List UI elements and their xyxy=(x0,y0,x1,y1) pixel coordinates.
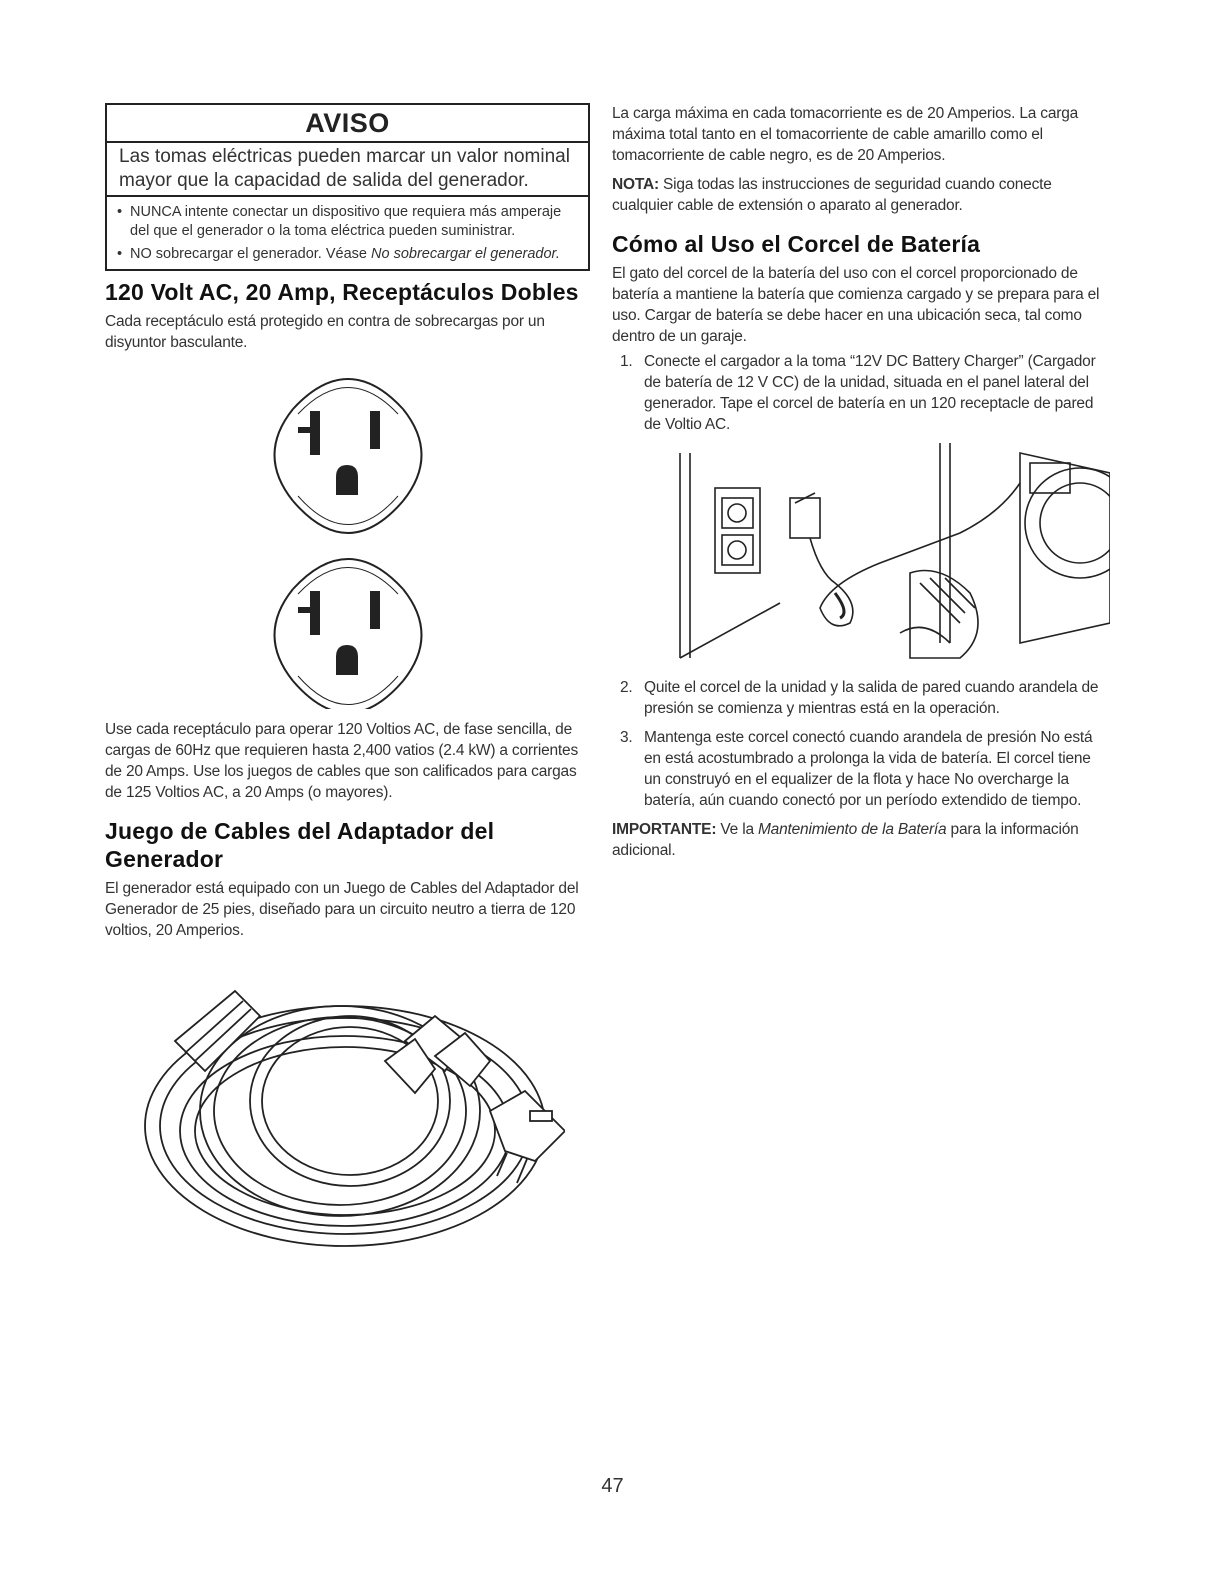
section-heading-receptacles: 120 Volt AC, 20 Amp, Receptáculos Dobles xyxy=(105,279,579,305)
step-item: 1. Conecte el cargador a la toma “12V DC Battery Charger” (Cargador de batería de 12 V CC) de la unidad, situada en el panel lateral del generador. Tape el corcel de batería en un 120 receptacle de pared de Voltio AC. xyxy=(620,353,1096,433)
bullet-icon: • xyxy=(117,204,123,220)
left-column xyxy=(105,103,590,1261)
battery-steps xyxy=(612,351,1107,435)
warning-bullet: • NO sobrecargar el generador. Véase No sobrecargar el generador. xyxy=(117,246,560,262)
section-heading-cord-set: Juego de Cables del Adaptador del Generador xyxy=(105,818,495,872)
right-column xyxy=(612,103,1107,861)
receptacles-intro: Cada receptáculo está protegido en contra de sobrecargas por un disyuntor basculante. xyxy=(105,313,545,351)
bullet-icon: • xyxy=(117,246,123,262)
warning-title: AVISO xyxy=(107,105,588,143)
important-paragraph: IMPORTANTE: Ve la Mantenimiento de la Batería para la información adicional. xyxy=(612,821,1079,859)
page-number: 47 xyxy=(601,1475,624,1497)
duplex-receptacle-illustration xyxy=(248,369,448,709)
cord-set-body: El generador está equipado con un Juego de Cables del Adaptador del Generador de 25 pies, diseñado para un circuito neutro a tierra de 120 voltios, 20 Amperios. xyxy=(105,880,579,939)
warning-box xyxy=(105,103,590,271)
warning-list xyxy=(107,197,588,269)
receptacles-usage: Use cada receptáculo para operar 120 Voltios AC, de fase sencilla, de cargas de 60Hz que requieren hasta 2,400 vatios (2.4 kW) a corrientes de 20 Amps. Use los juegos de cables que son calificados para cargas de 125 Voltios AC, a 20 Amps (o mayores). xyxy=(105,721,578,801)
warning-bullet: • NUNCA intente conectar un dispositivo que requiera más amperaje del que el generador o la toma eléctrica pueden suministrar. xyxy=(117,204,562,239)
important-label: IMPORTANTE: xyxy=(612,821,717,838)
battery-charger-illustration xyxy=(660,443,1110,673)
note-label: NOTA: xyxy=(612,176,659,193)
note-paragraph: NOTA: Siga todas las instrucciones de seguridad cuando conecte cualquier cable de extensión o aparato al generador. xyxy=(612,176,1052,214)
step-item: 2. Quite el corcel de la unidad y la salida de pared cuando arandela de presión se comienza y mientras está en la operación. xyxy=(620,679,1099,717)
battery-steps-continued xyxy=(612,677,1107,811)
adapter-cord-set-illustration xyxy=(135,961,565,1261)
battery-intro: El gato del corcel de la batería del uso con el corcel proporcionado de batería a mantiene la batería que comienza cargado y se prepara para el uso. Cargar de batería se debe hacer en una ubicación seca, tal como dentro de un garaje. xyxy=(612,265,1100,345)
section-heading-battery: Cómo al Uso el Corcel de Batería xyxy=(612,231,981,257)
warning-headline: Las tomas eléctricas pueden marcar un valor nominal mayor que la capacidad de salida del generador. xyxy=(107,143,588,197)
cross-reference: Mantenimiento de la Batería xyxy=(757,821,947,838)
max-load-text: La carga máxima en cada tomacorriente es de 20 Amperios. La carga máxima total tanto en el tomacorriente de cable amarillo como el tomacorriente de cable negro, es de 20 Amperios. xyxy=(612,105,1079,164)
step-item: 3. Mantenga este corcel conectó cuando arandela de presión No está en está acostumbrado a prolonga la vida de batería. El corcel tiene un construyó en el equalizer de la flota y hace No overcharge la batería, aún cuando conectó por un período extendido de tiempo. xyxy=(620,729,1093,809)
cross-reference: No sobrecargar el generador. xyxy=(371,246,560,262)
